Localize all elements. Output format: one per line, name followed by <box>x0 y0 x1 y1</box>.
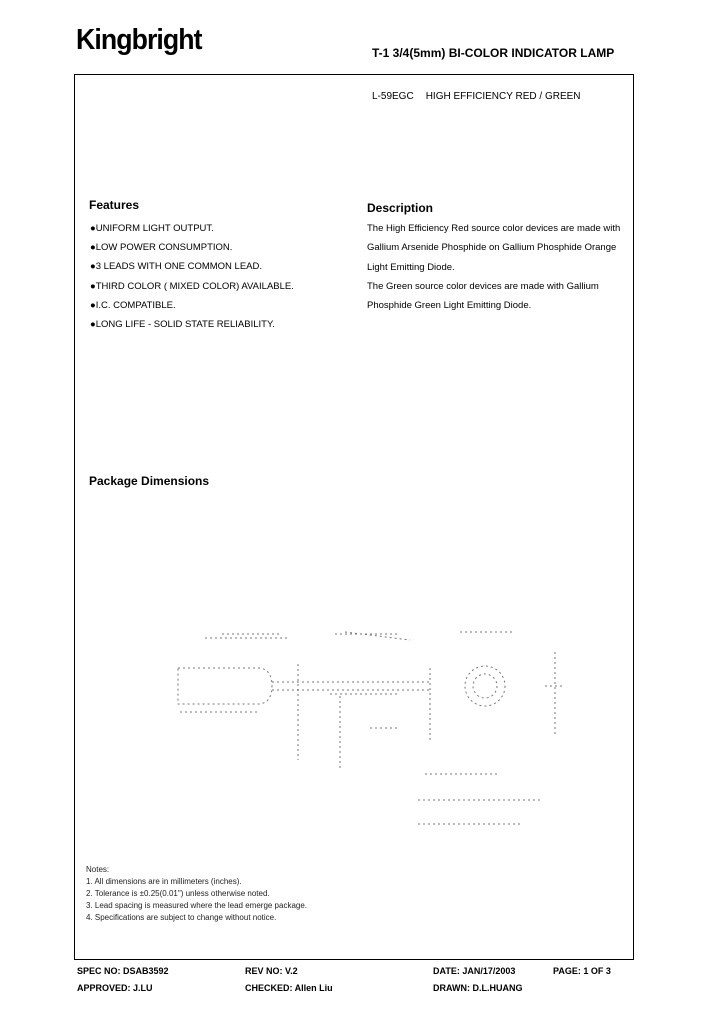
package-dimensions-heading: Package Dimensions <box>89 474 210 488</box>
approved-by: APPROVED: J.LU <box>77 983 153 993</box>
feature-item: ●I.C. COMPATIBLE. <box>90 299 176 311</box>
notes-heading: Notes: <box>86 865 110 874</box>
description-line: The Green source color devices are made with Gallium <box>367 280 599 292</box>
notes <box>86 864 307 924</box>
description-line: Gallium Arsenide Phosphide on Gallium Phosphide Orange <box>367 242 617 254</box>
note-item: 1. All dimensions are in millimeters (inches). <box>86 877 242 886</box>
lamp-side-view <box>178 668 272 704</box>
feature-item: ●LONG LIFE - SOLID STATE RELIABILITY. <box>90 319 275 331</box>
kingbright-logo: Kingbright <box>76 24 202 56</box>
drawn-by: DRAWN: D.L.HUANG <box>433 983 523 993</box>
description-heading: Description <box>367 201 434 215</box>
description-text <box>367 219 637 315</box>
document-date: DATE: JAN/17/2003 <box>433 966 516 976</box>
lamp-end-view-inner <box>473 674 497 698</box>
package-dimensions-drawing <box>160 590 580 840</box>
description-line: The High Efficiency Red source color devices are made with <box>367 223 621 234</box>
feature-item: ●UNIFORM LIGHT OUTPUT. <box>90 223 214 234</box>
page-number: PAGE: 1 OF 3 <box>553 966 611 976</box>
part-number: L-59EGC <box>372 91 414 102</box>
note-item: 3. Lead spacing is measured where the lead emerge package. <box>86 901 308 910</box>
part-line <box>372 91 581 102</box>
lamp-end-view <box>465 666 505 706</box>
description-line: Light Emitting Diode. <box>367 261 455 273</box>
description-line: Phosphide Green Light Emitting Diode. <box>367 300 532 312</box>
note-item: 2. Tolerance is ±0.25(0.01") unless otherwise noted. <box>86 889 270 898</box>
feature-item: ●LOW POWER CONSUMPTION. <box>90 242 233 254</box>
part-description: HIGH EFFICIENCY RED / GREEN <box>425 91 581 102</box>
note-item: 4. Specifications are subject to change without notice. <box>86 913 277 922</box>
revision-number: REV NO: V.2 <box>245 966 298 976</box>
document-title: T-1 3/4(5mm) BI-COLOR INDICATOR LAMP <box>372 46 615 60</box>
checked-by: CHECKED: Allen Liu <box>245 983 333 993</box>
feature-item: ●THIRD COLOR ( MIXED COLOR) AVAILABLE. <box>90 280 294 292</box>
dimension-line <box>345 632 410 640</box>
features-heading: Features <box>89 198 140 212</box>
feature-item: ●3 LEADS WITH ONE COMMON LEAD. <box>90 261 263 273</box>
features-list <box>90 219 294 334</box>
spec-number: SPEC NO: DSAB3592 <box>77 966 169 976</box>
